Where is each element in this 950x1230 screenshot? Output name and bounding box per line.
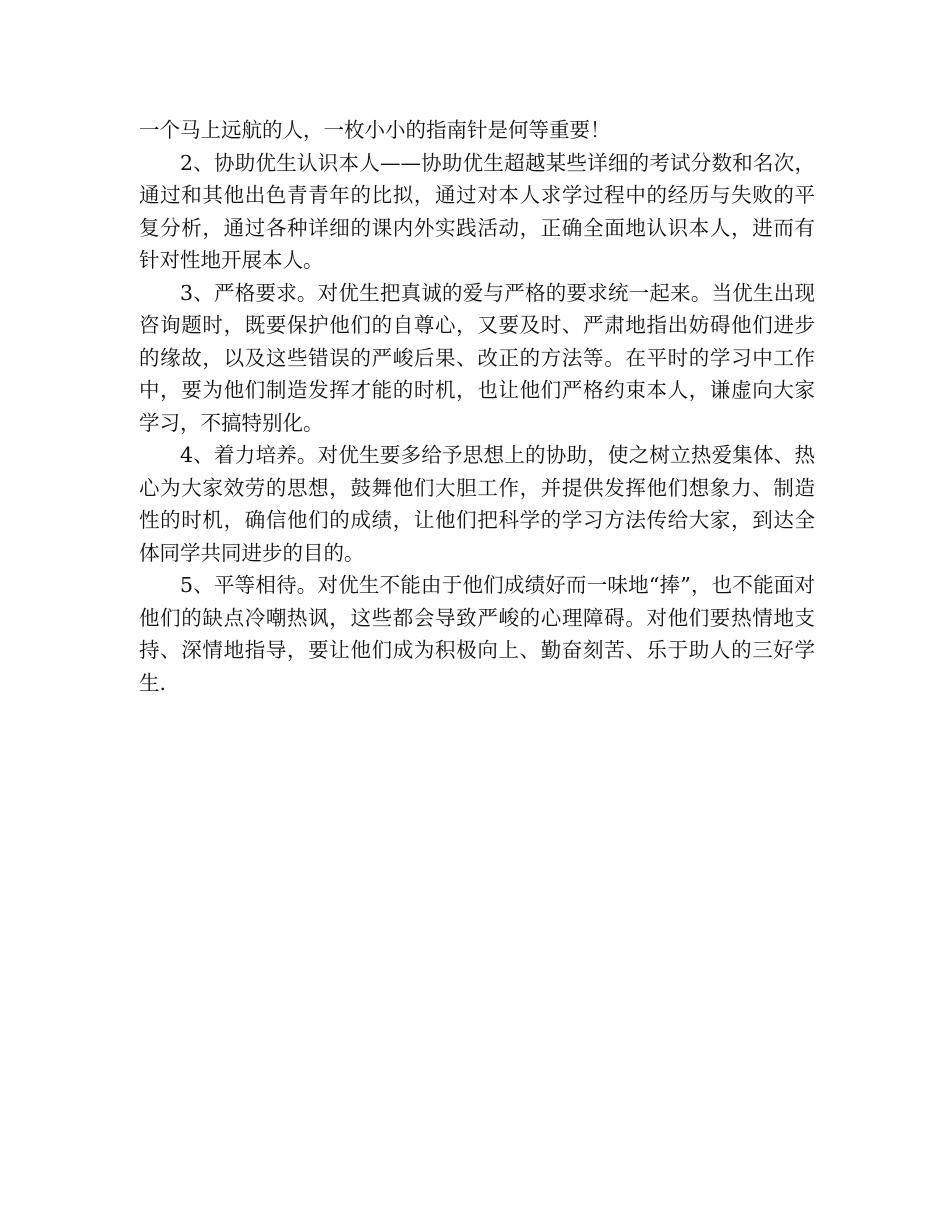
document-body <box>139 114 815 699</box>
paragraph-item-4: 4、着力培养。对优生要多给予思想上的协助，使之树立热爱集体、热心为大家效劳的思想，鼓舞他们大胆工作，并提供发挥他们想象力、制造性的时机，确信他们的成绩，让他们把科学的学习方法传给大家，到达全体同学共同进步的目的。 <box>139 443 815 565</box>
paragraph-item-2: 2、协助优生认识本人——协助优生超越某些详细的考试分数和名次，通过和其他出色青青年的比拟，通过对本人求学过程中的经历与失败的平复分析，通过各种详细的课内外实践活动，正确全面地认识本人，进而有针对性地开展本人。 <box>139 150 815 272</box>
paragraph-item-5: 5、平等相待。对优生不能由于他们成绩好而一味地“捧”，也不能面对他们的缺点冷嘲热讽，这些都会导致严峻的心理障碍。对他们要热情地支持、深情地指导，要让他们成为积极向上、勤奋刻苦、乐于助人的三好学生. <box>139 573 815 695</box>
paragraph-continuation: 一个马上远航的人，一枚小小的指南针是何等重要！ <box>139 118 611 142</box>
paragraph-item-3: 3、严格要求。对优生把真诚的爱与严格的要求统一起来。当优生出现咨询题时，既要保护他们的自尊心，又要及时、严肃地指出妨碍他们进步的缘故，以及这些错误的严峻后果、改正的方法等。在平时的学习中工作中，要为他们制造发挥才能的时机，也让他们严格约束本人，谦虚向大家学习，不搞特别化。 <box>139 280 815 435</box>
